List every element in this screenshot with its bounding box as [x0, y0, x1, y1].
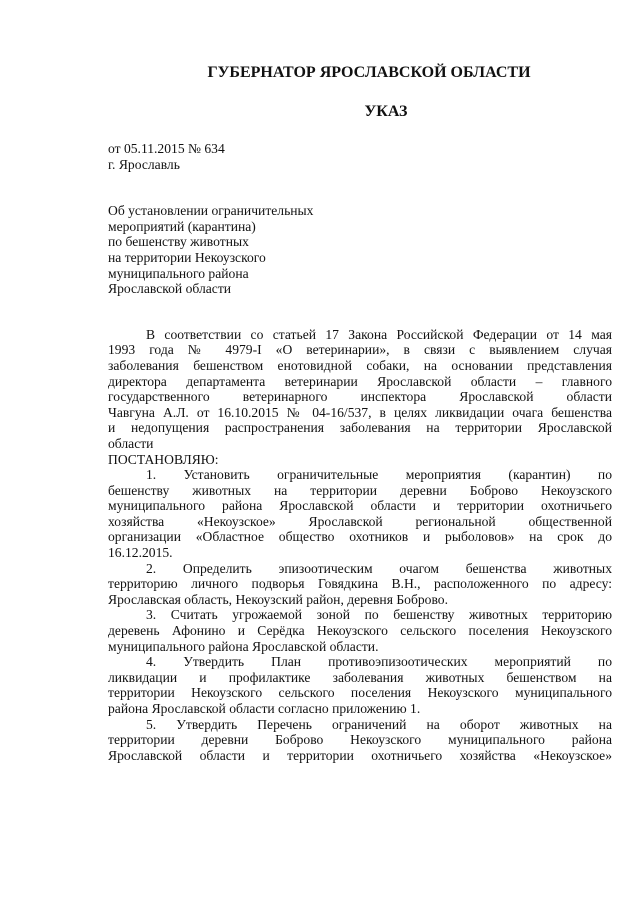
decree-item-line: 1. Установить ограничительные мероприятия (карантин) по — [146, 467, 612, 483]
decree-item-line: района Ярославской области согласно приложению 1. — [108, 701, 421, 716]
decree-item-line: бешенству животных на территории деревни Боброво Некоузского — [108, 482, 612, 498]
preamble-paragraph — [108, 327, 612, 452]
document-date-number: от 05.11.2015 № 634 — [108, 141, 225, 156]
document-body — [108, 327, 612, 764]
document-type-title: УКАЗ — [364, 103, 408, 120]
preamble-line: государственного ветеринарного инспектора Ярославской области — [108, 389, 612, 405]
subject-line: мероприятий (карантина) — [108, 218, 256, 234]
decree-item-line: территории Некоузского сельского поселения Некоузского муниципального — [108, 685, 612, 701]
subject-line: на территории Некоузского — [108, 249, 266, 265]
preamble-line: В соответствии со статьей 17 Закона Российской Федерации от 14 мая — [146, 326, 612, 342]
decree-items — [108, 467, 612, 763]
document-city: г. Ярославль — [108, 156, 180, 172]
subject-line: Ярославской области — [108, 281, 232, 297]
decree-item-line: 2. Определить эпизоотическим очагом бешенства животных — [146, 560, 612, 576]
decree-item — [108, 467, 612, 561]
decree-item-line: организации «Областное общество охотников и рыболовов» на срок до — [108, 529, 612, 545]
decree-item-line: ликвидации и профилактике заболевания животных бешенством на — [108, 669, 612, 685]
preamble-line: и недопущения распространения заболевания на территории Ярославской — [108, 420, 612, 436]
document-meta — [108, 141, 612, 172]
subject-line: Об установлении ограничительных — [108, 203, 314, 219]
decree-item-line: деревень Афонино и Серёдка Некоузского сельского поселения Некоузского — [108, 623, 612, 639]
decree-item-line: Ярославской области и территории охотничьего хозяйства «Некоузское» — [108, 747, 612, 763]
subject-line: муниципального района — [108, 265, 249, 281]
decree-item-line: 3. Считать угрожаемой зоной по бешенству животных территорию — [146, 607, 612, 623]
preamble-line: 1993 года № 4979-I «О ветеринарии», в связи с выявлением случая — [108, 342, 612, 358]
preamble-line: директора департамента ветеринарии Ярославской области – главного — [108, 373, 612, 389]
document-subject — [108, 203, 612, 297]
preamble-line: Чавгуна А.Л. от 16.10.2015 № 04-16/537, в целях ликвидации очага бешенства — [108, 404, 612, 420]
decree-item-line: 5. Утвердить Перечень ограничений на оборот животных на — [146, 716, 612, 732]
document-issuer-title: ГУБЕРНАТОР ЯРОСЛАВСКОЙ ОБЛАСТИ — [207, 64, 531, 81]
decree-item-line: муниципального района Ярославской области. — [108, 638, 379, 654]
decree-item-line: территории деревни Боброво Некоузского муниципального района — [108, 732, 612, 748]
preamble-line: заболевания бешенством енотовидной собаки, на основании представления — [108, 357, 612, 373]
document-page — [108, 56, 612, 763]
subject-line: по бешенству животных — [108, 234, 249, 250]
decree-item — [108, 717, 612, 764]
decree-item-line: 4. Утвердить План противоэпизоотических мероприятий по — [146, 654, 612, 670]
decree-item-line: муниципального района Ярославской области и территории охотничьего — [108, 498, 612, 514]
decree-item-line: хозяйства «Некоузское» Ярославской региональной общественной — [108, 513, 612, 529]
preamble-line: области — [108, 435, 154, 451]
decree-item — [108, 561, 612, 608]
decree-word: ПОСТАНОВЛЯЮ: — [108, 451, 219, 467]
decree-item — [108, 654, 612, 716]
decree-item-line: 16.12.2015. — [108, 545, 173, 561]
decree-item-line: территорию личного подворья Говядкина В.Н., расположенного по адресу: — [108, 576, 612, 592]
decree-item-line: Ярославская область, Некоузский район, деревня Боброво. — [108, 591, 448, 607]
decree-item — [108, 607, 612, 654]
